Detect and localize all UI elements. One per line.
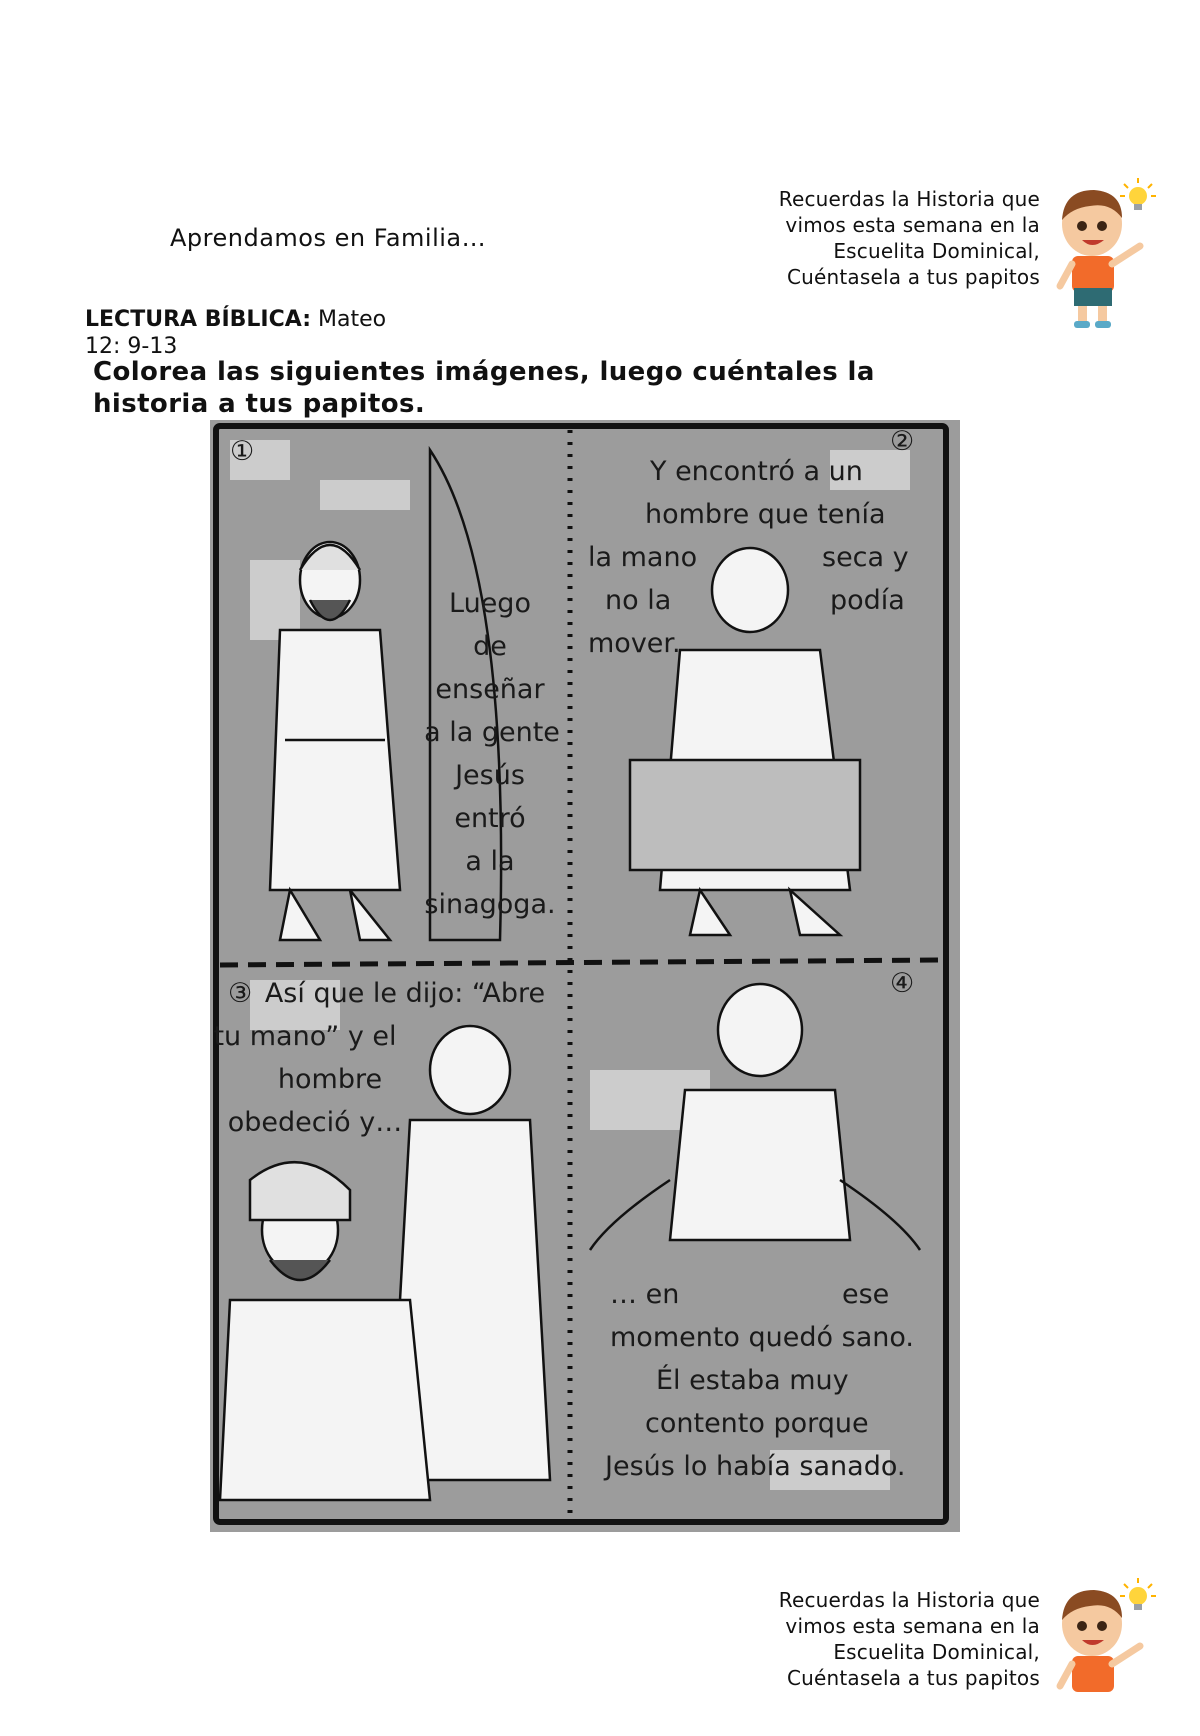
panel-2-line: Y encontró a un [650,456,863,487]
panel-4-line: … en [610,1279,680,1310]
callout-text-top [750,186,1040,289]
coloring-worksheet [210,420,960,1532]
instruction-line: historia a tus papitos. [93,389,426,419]
panel-4-line: momento quedó sano. [610,1322,914,1353]
callout-line: vimos esta semana en la [785,213,1040,237]
panel-4-line: ese [842,1279,890,1310]
panel-2-line: hombre que tenía [645,499,886,530]
panel-3-line: tu mano” y el [213,1021,397,1052]
bible-reading-verses: 12: 9-13 [85,334,178,359]
panel-4-line: Él estaba muy [656,1365,849,1396]
panel-2-line: podía [830,585,905,616]
callout-line: vimos esta semana en la [785,1614,1040,1638]
panel-1-line: Jesús [455,760,525,791]
callout-line: Recuerdas la Historia que [778,1588,1040,1612]
boy-pointing-icon [1050,176,1160,336]
panel-4-number: ④ [890,968,915,999]
panel-1-line: enseñar [435,674,545,705]
instruction-line: Colorea las siguientes imágenes, luego cuéntales la [93,357,875,387]
panel-3-line: hombre [277,1064,383,1095]
lightbulb-icon [1120,1578,1156,1610]
bible-reading-book: Mateo [311,307,387,332]
panel-4-line: contento porque [645,1408,869,1439]
callout-text-bottom [750,1587,1040,1690]
callout-line: Escuelita Dominical, [833,1640,1040,1664]
panel-1-line: entró [454,803,526,834]
page-title: Aprendamos en Familia… [170,224,487,252]
panel-1-line: Luego [449,588,531,619]
panel-1-line: de [473,631,507,662]
panel-2-line: no la [605,585,672,616]
callout-line: Cuéntasela a tus papitos [786,265,1040,289]
panel-3-line: obedeció y… [227,1107,403,1138]
panel-4-line: Jesús lo había sanado. [605,1451,906,1482]
instruction [93,356,953,420]
panel-1-number: ① [230,436,255,467]
bible-reading [85,306,445,360]
panel-2-number: ② [890,426,915,457]
callout-line: Escuelita Dominical, [833,239,1040,263]
panel-2-line: la mano [588,542,698,573]
lightbulb-icon [1120,178,1156,210]
callout-line: Recuerdas la Historia que [778,187,1040,211]
panel-1-line: a la gente [424,717,560,748]
panel-1-line: a la [465,846,515,877]
panel-2-line: mover. [588,628,681,659]
panel-3-number: ③ [228,978,253,1009]
callout-line: Cuéntasela a tus papitos [786,1666,1040,1690]
bible-reading-label: LECTURA BÍBLICA: [85,307,311,332]
boy-pointing-icon [1050,1576,1160,1736]
panel-2-line: seca y [822,542,909,573]
panel-3-line: Así que le dijo: “Abre [264,978,546,1009]
panel-1-line: sinagoga. [424,889,556,920]
